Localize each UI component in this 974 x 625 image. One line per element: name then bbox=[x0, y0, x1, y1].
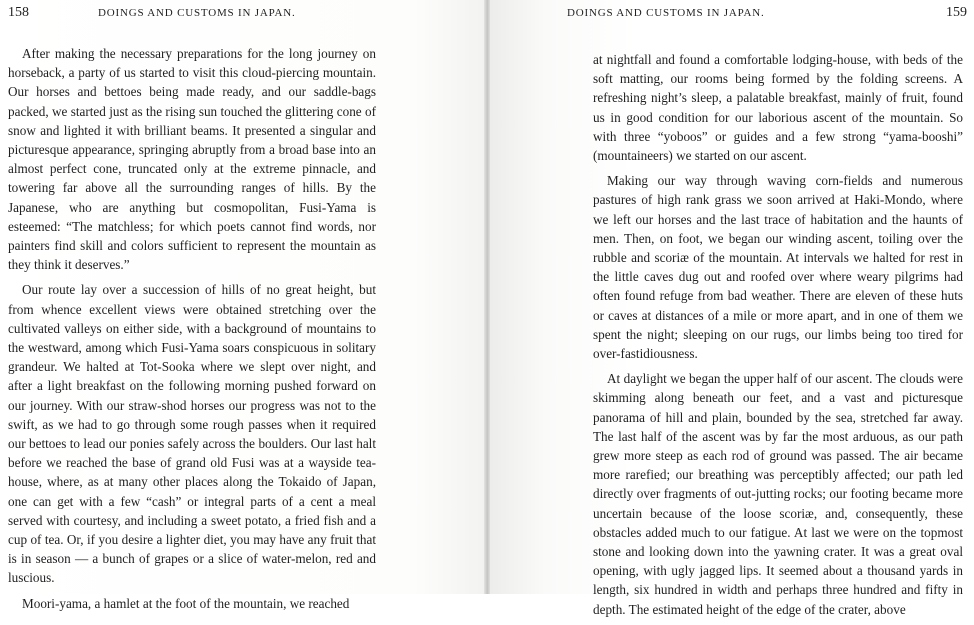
right-page bbox=[487, 0, 974, 617]
left-page-number: 158 bbox=[8, 5, 29, 20]
paragraph: After making the necessary preparations for the long journey on horseback, a party of us started to visit this cloud-piercing mountain. Our horses and bettoes being made ready, and our saddle-bags packed, we started just as the rising sun touched the glittering cone of snow and lighted it with brilliant beams. It presented a singular and picturesque appearance, springing abruptly from a broad base into an almost perfect cone, truncated only at the extreme pinnacle, and towering far above all the surrounding ranges of hills. By the Japanese, who are anything but cosmopolitan, Fusi-Yama is esteemed: “The matchless; for which poets cannot find words, nor painters find skill and colors sufficient to represent the mountain as they think it deserves.” bbox=[8, 46, 376, 273]
right-running-head: DOINGS AND CUSTOMS IN JAPAN. bbox=[567, 7, 765, 19]
paragraph: Moori-yama, a hamlet at the foot of the mountain, we reached bbox=[22, 595, 350, 611]
left-page-body bbox=[8, 44, 376, 619]
paragraph: At daylight we began the upper half of our ascent. The clouds were skimming along beneath our feet, and a vast and picturesque panorama of hill and plain, bounded by the sea, stretched far away. The last half of the ascent was by far the most arduous, as our path grew more steep as each rod of ground was passed. The air became more rarefied; our breathing was perceptibly affected; our path led directly over fragments of out-jutting rocks; our footing became more uncertain because of the loose scoriæ, and, consequently, these obstacles added much to our fatigue. At last we were on the topmost stone and looking down into the yawning crater. It was a great oval opening, with ugly jagged lips. It seemed about a thousand yards in length, six hundred in width and perhaps three hundred and fifty in depth. The estimated height of the edge of the crater, above bbox=[593, 371, 963, 617]
right-page-body bbox=[593, 50, 963, 625]
left-running-head: DOINGS AND CUSTOMS IN JAPAN. bbox=[98, 7, 296, 19]
paragraph: Our route lay over a succession of hills of no great height, but from whence excellent views were obtained stretching over the cultivated valleys on either side, with a background of mountains to the westward, among which Fusi-Yama soars conspicuous in solitary grandeur. We halted at Tot-Sooka where we slept over night, and after a light breakfast on the following morning pushed forward on our journey. With our straw-shod horses our progress was not to the swift, as we had to go through some rough passes when it required our bettoes to lead our ponies safely across the boulders. Our last halt before we reached the base of grand old Fusi was at a wayside tea-house, where, as at many other places along the Tokaido of Japan, one can get with a few “cash” or integral parts of a cent a meal served with courtesy, and including a sweet potato, a fried fish and a cup of tea. Or, if you desire a lighter diet, you may have any fruit that is in season — a bunch of grapes or a slice of water-melon, red and luscious. bbox=[8, 282, 376, 586]
left-page bbox=[0, 0, 487, 611]
right-page-number: 159 bbox=[946, 5, 967, 20]
book-gutter bbox=[484, 0, 490, 594]
paragraph: at nightfall and found a comfortable lodging-house, with beds of the soft matting, our rooms being formed by the folding screens. A refreshing night’s sleep, a palatable breakfast, mainly of fruit, found us in good condition for our laborious ascent of the mountain. So with three “yoboos” or guides and a few strong “yama-booshi” (mountaineers) we started on our ascent. bbox=[593, 52, 963, 164]
paragraph: Making our way through waving corn-fields and numerous pastures of high rank grass we soon arrived at Haki-Mondo, where we left our horses and the last trace of habitation and the haunts of men. Then, on foot, we began our winding ascent, toiling over the rubble and scoriæ of the mountain. At intervals we halted for rest in the little caves dug out and roofed over where weary pilgrims had often found refuge from bad weather. There are eleven of these huts or caves at distances of a mile or more apart, and in one of them we spent the night; sleeping on our rugs, our limbs being too tired for over-fastidiousness. bbox=[593, 173, 963, 362]
